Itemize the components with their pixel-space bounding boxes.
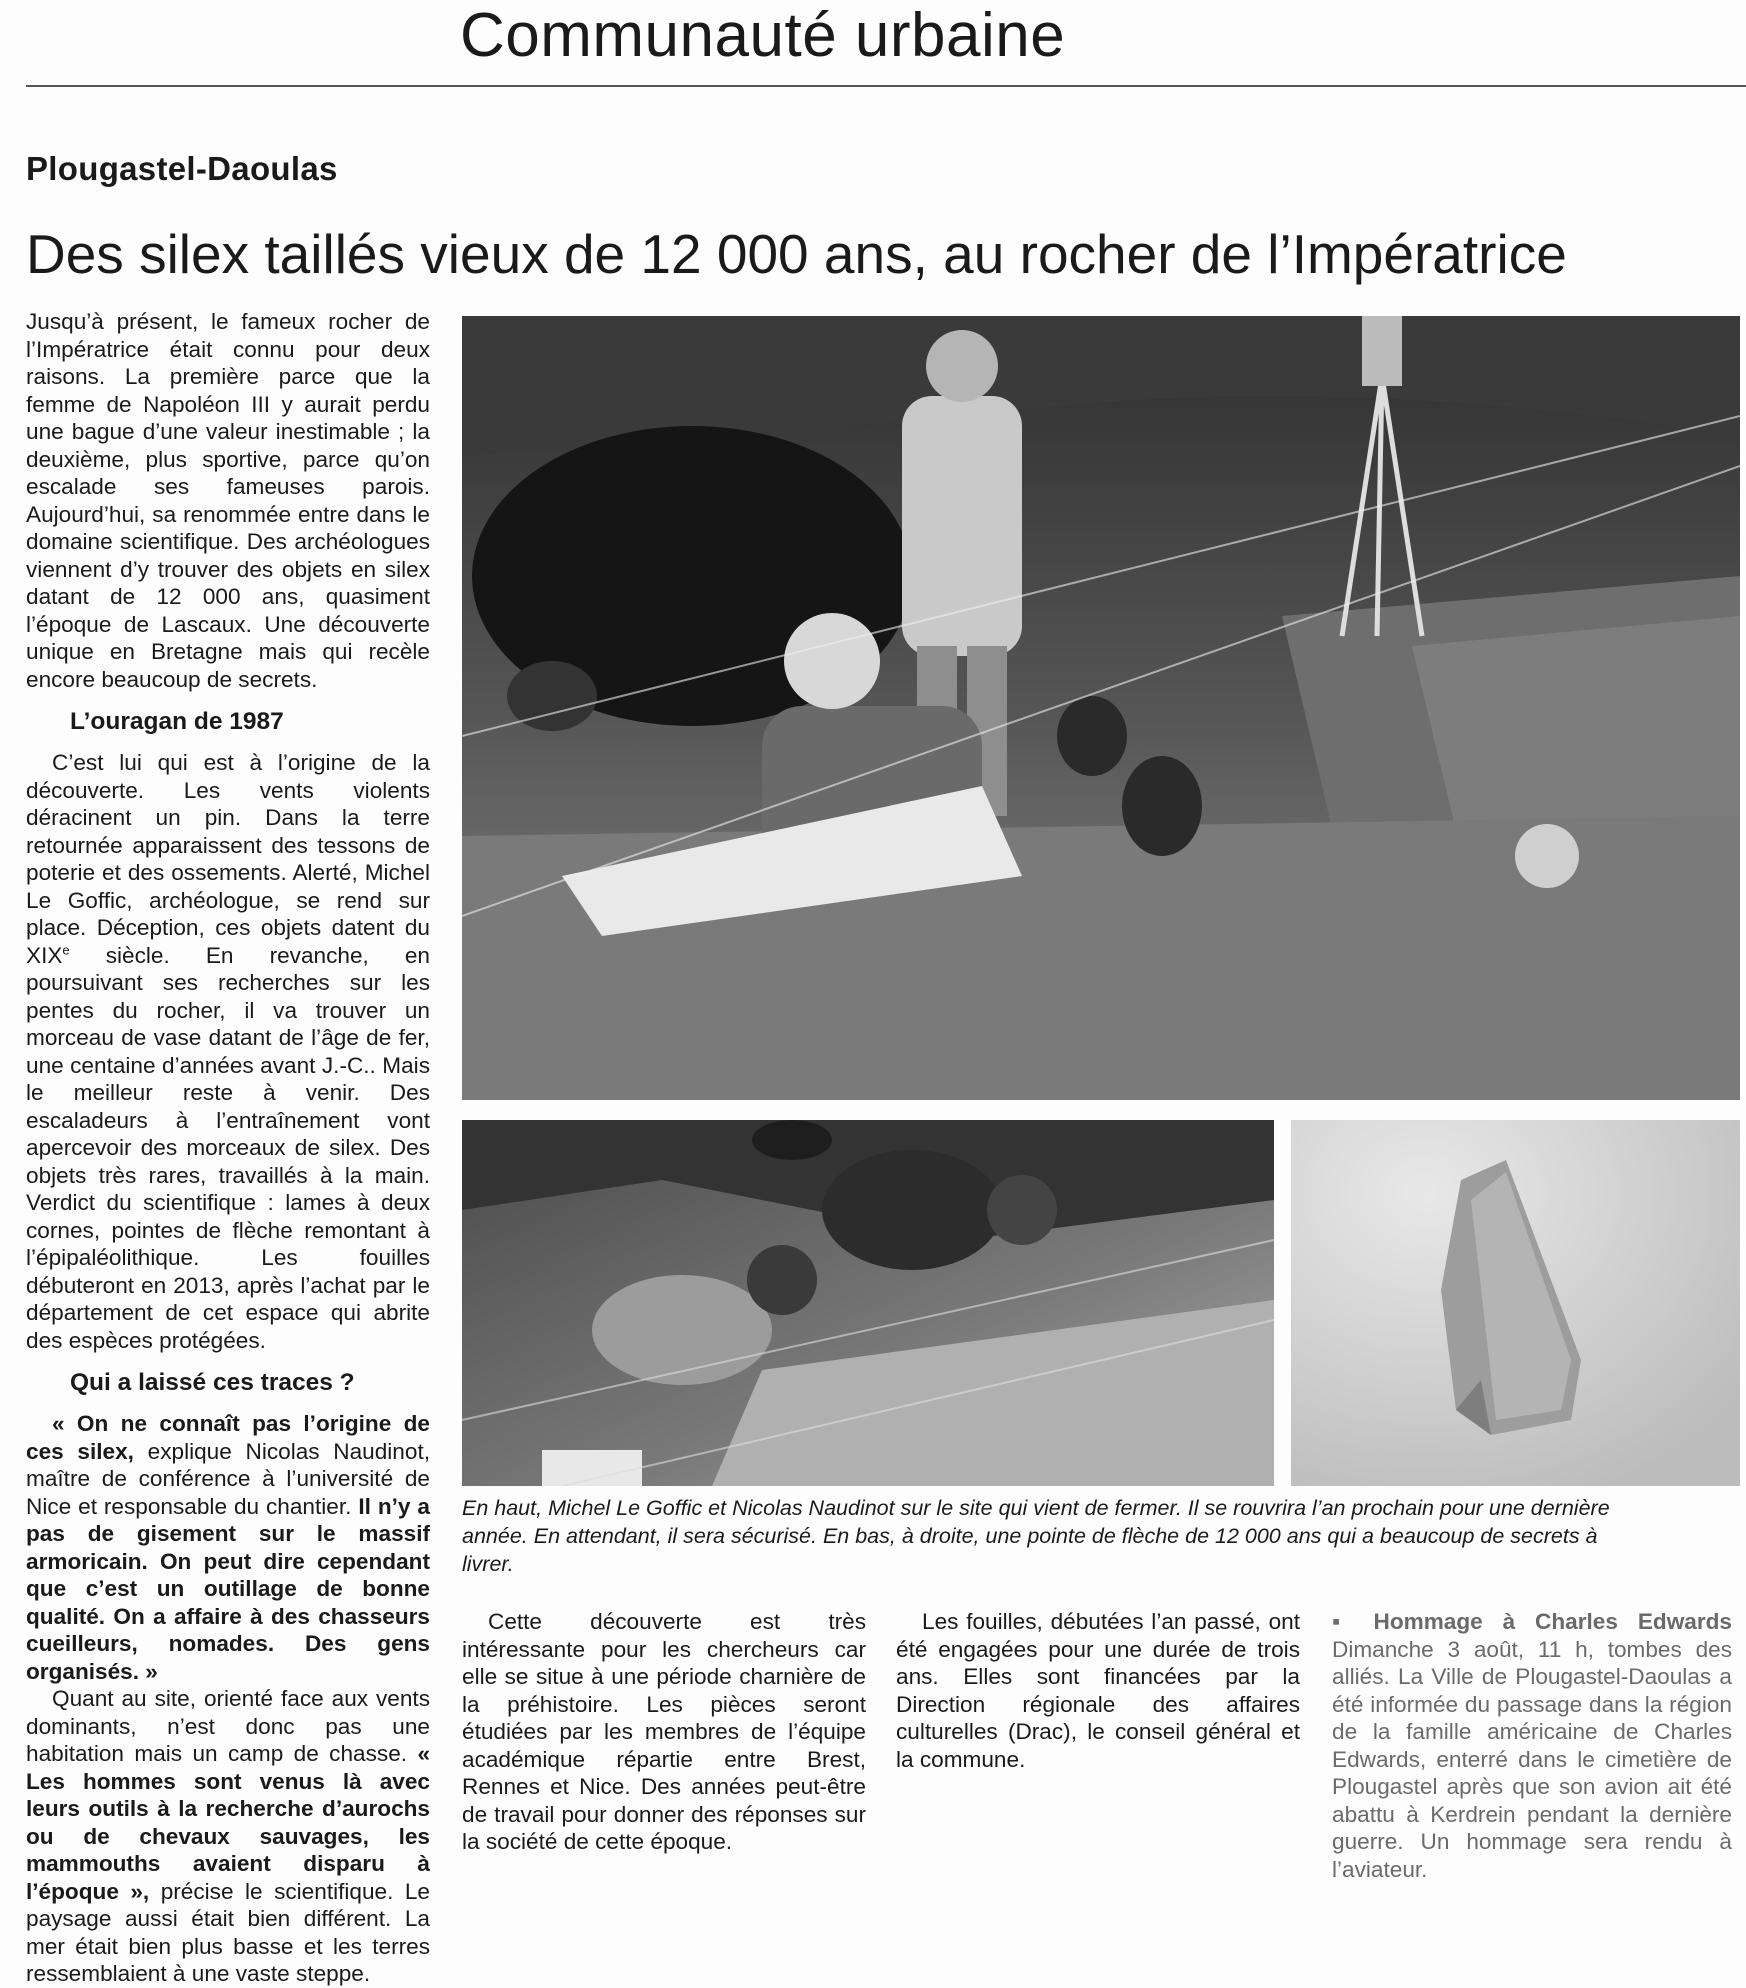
- photo-excavation-team: [462, 1120, 1274, 1486]
- section-header: [0, 0, 1746, 86]
- article-intro: Jusqu’à présent, le fameux rocher de l’Impératrice était connu pour deux raisons. La première parce que la femme de Napoléon III y aurait perdu une bague d’une valeur inestimable ; la deuxième, plus sportive, parce qu’on escalade ses fameuses parois. Aujourd’hui, sa renommée entre dans le domaine scientifique. Des archéologues viennent d’y trouver des objets en silex datant de 12 000 ans, quasiment l’époque de Lascaux. Une découverte unique en Bretagne mais qui recèle encore beaucoup de secrets.: [26, 309, 430, 692]
- paragraph-quote: « On ne connaît pas l’origine de ces silex, explique Nicolas Naudinot, maître de conférence à l’université de Nice et responsable du chantier. Il n’y a pas de gisement sur le massif armoricain. On peut dire cependant que c’est un outillage de bonne qualité. On a affaire à des chasseurs cueilleurs, nomades. Des gens organisés. »: [26, 1411, 430, 1684]
- subheading-ouragan: L’ouragan de 1987: [70, 708, 284, 735]
- sidebar-text: ▪ Hommage à Charles Edwards Dimanche 3 août, 11 h, tombes des alliés. La Ville de Plougastel-Daoulas a été informée du passage dans la région de la famille américaine de Charles Edwards, enterré dans le cimetière de Plougastel après que son avion ait été abattu à Kerdrein pendant la dernière guerre. Un hommage sera rendu à l’aviateur.: [1332, 1609, 1732, 1882]
- sidebar-title: Hommage à Charles Edwards: [1373, 1609, 1732, 1634]
- paragraph-ouragan: C’est lui qui est à l’origine de la découverte. Les vents violents déracinent un pin. Dans la terre retournée apparaissent des tessons de poterie et des ossements. Alerté, Michel Le Goffic, archéologue, se rend sur place. Déception, ces objets datent du XIXe siècle. En revanche, en poursuivant ses recherches sur les pentes du rocher, il va trouver un morceau de vase datant de l’âge de fer, une centaine d’années avant J.-C.. Mais le meilleur reste à venir. Des escaladeurs à l’entraînement vont apercevoir des morceaux de silex. Des objets très rares, travaillés à la main. Verdict du scientifique : lames à deux cornes, pointes de flèche remontant à l’épipaléolithique. Les fouilles débuteront en 2013, après l’achat par le département de cet espace qui abrite des espèces protégées.: [26, 750, 430, 1353]
- article-column-3: [896, 1608, 1300, 1773]
- paragraph-fouilles: Les fouilles, débutées l’an passé, ont été engagées pour une durée de trois ans. Elles sont financées par la Direction régionale des affaires culturelles (Drac), le conseil général et la commune.: [896, 1609, 1300, 1772]
- header-rule: [26, 85, 1746, 87]
- section-title: Communauté urbaine: [460, 1, 1066, 70]
- photo-flint-arrowhead: [1291, 1120, 1740, 1486]
- article-headline: Des silex taillés vieux de 12 000 ans, au rocher de l’Impératrice: [26, 223, 1567, 285]
- article-kicker: Plougastel-Daoulas: [26, 150, 338, 187]
- subheading-traces: Qui a laissé ces traces ?: [70, 1369, 355, 1396]
- paragraph-decouverte: Cette découverte est très intéressante pour les chercheurs car elle se situe à une période charnière de la préhistoire. Les pièces seront étudiées par les membres de l’équipe académique répartie entre Brest, Rennes et Nice. Des années peut-être de travail pour donner des réponses sur la société de cette époque.: [462, 1609, 866, 1854]
- article-column-2: [462, 1608, 866, 1856]
- paragraph-site: Quant au site, orienté face aux vents dominants, n’est donc pas une habitation mais un camp de chasse. « Les hommes sont venus là avec leurs outils à la recherche d’aurochs ou de chevaux sauvages, les mammouths avaient disparu à l’époque », précise le scientifique. Le paysage aussi était bien différent. La mer était bien plus basse et les terres ressemblaient à une vaste steppe.: [26, 1686, 431, 1986]
- photo-excavation-site: [462, 316, 1740, 1100]
- sidebar-brief: [1332, 1608, 1732, 1883]
- article-column-1: [26, 308, 430, 1988]
- photo-caption: En haut, Michel Le Goffic et Nicolas Naudinot sur le site qui vient de fermer. Il se rouvrira l’an prochain pour une dernière année. En attendant, il sera sécurisé. En bas, à droite, une pointe de flèche de 12 000 ans qui a beaucoup de secrets à livrer.: [462, 1496, 1610, 1576]
- bullet-icon: ▪: [1332, 1609, 1374, 1634]
